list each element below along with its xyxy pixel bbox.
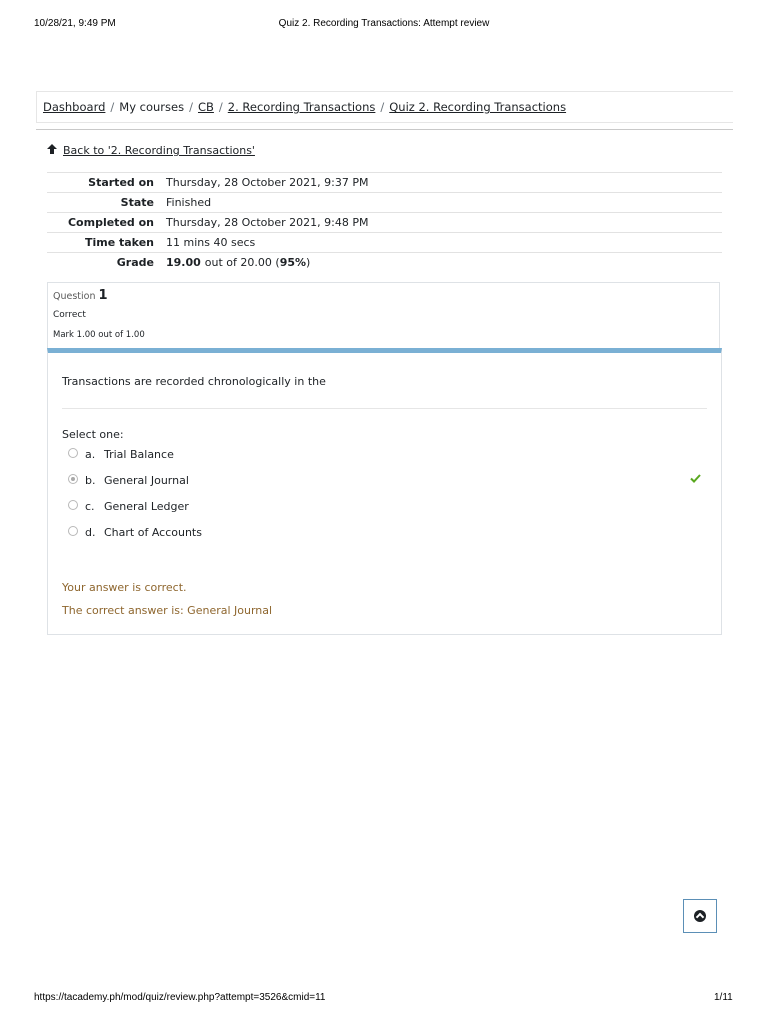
correct-answer-text: The correct answer is: General Journal [62,604,273,617]
radio-button-selected[interactable] [68,474,78,484]
answer-option-a[interactable] [68,448,174,464]
radio-button[interactable] [68,526,78,536]
breadcrumb-quiz[interactable]: Quiz 2. Recording Transactions [389,100,567,114]
radio-button[interactable] [68,500,78,510]
grade-percent: 95% [279,256,307,269]
option-label: Trial Balance [104,448,174,461]
breadcrumb-section[interactable]: 2. Recording Transactions [227,100,376,114]
summary-key: State [47,193,166,213]
question-info-box [47,282,720,348]
arrow-up-icon [47,144,59,157]
breadcrumb-course[interactable]: CB [197,100,214,114]
summary-key: Completed on [47,213,166,233]
answer-option-b[interactable] [68,474,189,490]
summary-key: Grade [47,253,166,273]
grade-score: 19.00 [166,256,201,269]
print-url: https://tacademy.ph/mod/quiz/review.php?attempt=3526&cmid=11 [34,992,326,1003]
table-row [47,193,722,213]
option-letter: a. [85,448,96,461]
question-number-value: 1 [98,288,108,303]
grade-end: ) [306,256,311,269]
breadcrumb-dashboard[interactable]: Dashboard [43,100,106,114]
select-prompt: Select one: [62,428,124,441]
option-label: Chart of Accounts [104,526,202,539]
question-mark: Mark 1.00 out of 1.00 [53,330,145,340]
question-divider [62,408,707,409]
question-number [53,288,108,303]
summary-value: Finished [166,193,722,213]
option-label: General Journal [104,474,189,487]
grade-value [166,253,722,273]
summary-value: Thursday, 28 October 2021, 9:37 PM [166,173,722,193]
question-label: Question [53,291,96,302]
summary-value: Thursday, 28 October 2021, 9:48 PM [166,213,722,233]
checkmark-icon [690,472,701,486]
feedback-text: Your answer is correct. [62,581,187,594]
back-link[interactable] [47,144,255,157]
summary-key: Started on [47,173,166,193]
radio-button[interactable] [68,448,78,458]
table-row [47,213,722,233]
breadcrumb-separator: / [189,100,193,114]
option-letter: d. [85,526,96,539]
option-letter: b. [85,474,96,487]
back-to-top-button[interactable] [683,899,717,933]
summary-value: 11 mins 40 secs [166,233,722,253]
breadcrumb-separator: / [380,100,385,114]
chevron-up-circle-icon [694,910,706,922]
breadcrumb-separator: / [218,100,223,114]
grade-middle: out of 20.00 ( [204,256,280,269]
question-text: Transactions are recorded chronologically in the [62,375,326,388]
breadcrumb-separator: / [110,100,115,114]
back-link-label[interactable]: Back to '2. Recording Transactions' [63,144,255,157]
table-row [47,233,722,253]
option-label: General Ledger [104,500,189,513]
print-page-number: 1/11 [714,992,733,1003]
summary-key: Time taken [47,233,166,253]
table-row [47,173,722,193]
attempt-summary-table [47,172,722,272]
answer-option-c[interactable] [68,500,189,516]
option-letter: c. [85,500,95,513]
header-divider [36,129,733,130]
breadcrumb-my-courses: My courses [119,100,185,114]
print-title: Quiz 2. Recording Transactions: Attempt review [278,18,490,29]
breadcrumb [43,100,566,114]
question-state: Correct [53,310,86,320]
print-datetime: 10/28/21, 9:49 PM [34,18,116,29]
answer-option-d[interactable] [68,526,202,542]
table-row [47,253,722,273]
